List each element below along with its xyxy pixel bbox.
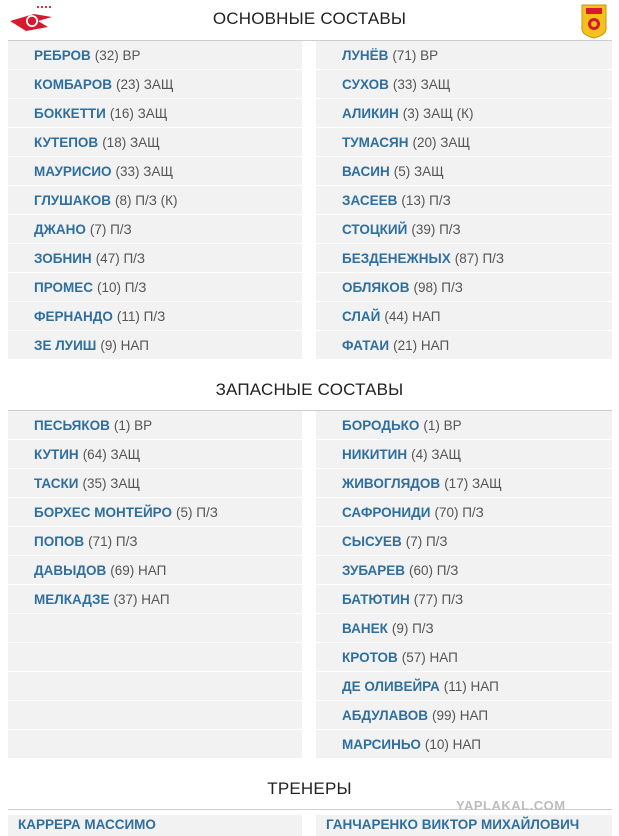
player-row[interactable] (316, 186, 612, 214)
player-row[interactable] (316, 244, 612, 272)
player-name[interactable]: ЗУБАРЕВ (342, 562, 406, 578)
away-coach[interactable]: ГАНЧАРЕНКО ВИКТОР МИХАЙЛОВИЧ (316, 815, 612, 836)
player-name[interactable]: ВАСИН (342, 163, 390, 179)
player-number-position: (7) П/З (89, 221, 132, 237)
player-number-position: (87) П/З (454, 250, 505, 266)
player-number-position: (7) П/З (405, 533, 448, 549)
home-coach[interactable]: КАРРЕРА МАССИМО (8, 815, 302, 836)
player-name[interactable]: СТОЦКИЙ (342, 221, 408, 237)
player-name[interactable]: ЖИВОГЛЯДОВ (342, 475, 441, 491)
player-name[interactable]: КУТИН (34, 446, 79, 462)
starting-lineups-title: ОСНОВНЫЕ СОСТАВЫ (212, 9, 407, 28)
player-number-position: (17) ЗАЩ (444, 475, 502, 491)
player-row[interactable] (8, 128, 302, 156)
player-name[interactable]: ЗАСЕЕВ (342, 192, 398, 208)
player-number-position: (20) ЗАЩ (412, 134, 471, 150)
watermark: YAPLAKAL.COM (456, 798, 566, 813)
player-number-position: (23) ЗАЩ (116, 76, 174, 92)
player-row[interactable] (316, 128, 612, 156)
player-row[interactable] (316, 730, 612, 758)
player-number-position: (33) ЗАЩ (115, 163, 174, 179)
player-row[interactable] (316, 273, 612, 301)
player-number-position: (60) П/З (409, 562, 459, 578)
player-row[interactable] (316, 469, 612, 497)
player-row[interactable] (8, 157, 302, 185)
player-number-position: (13) П/З (401, 192, 451, 208)
player-name[interactable]: МЕЛКАДЗЕ (34, 591, 110, 607)
player-name[interactable]: СЫСУЕВ (342, 533, 402, 549)
player-row[interactable] (316, 585, 612, 613)
player-name[interactable]: КРОТОВ (342, 649, 398, 665)
player-name[interactable]: БАТЮТИН (342, 591, 410, 607)
player-row[interactable] (8, 469, 302, 497)
player-number-position: (4) ЗАЩ (411, 446, 462, 462)
player-number-position: (44) НАП (384, 308, 441, 324)
player-number-position: (5) П/З (175, 504, 218, 520)
player-number-position: (11) НАП (443, 678, 499, 694)
player-number-position: (64) ЗАЩ (82, 446, 141, 462)
player-number-position: (10) П/З (97, 279, 147, 295)
player-name[interactable]: ОБЛЯКОВ (342, 279, 410, 295)
player-row[interactable] (316, 215, 612, 243)
player-number-position: (71) П/З (88, 533, 138, 549)
player-name[interactable]: ФЕРНАНДО (34, 308, 113, 324)
player-number-position: (18) ЗАЩ (102, 134, 160, 150)
player-row[interactable] (8, 244, 302, 272)
player-number-position: (47) П/З (95, 250, 146, 266)
player-name[interactable]: ЗОБНИН (34, 250, 92, 266)
player-row[interactable] (316, 99, 612, 127)
empty-row (8, 701, 302, 729)
substitutes-title: ЗАПАСНЫЕ СОСТАВЫ (215, 380, 404, 399)
player-row[interactable] (316, 411, 612, 439)
player-number-position: (21) НАП (393, 337, 450, 353)
player-name[interactable]: БОРОДЬКО (342, 417, 420, 433)
player-row[interactable] (316, 556, 612, 584)
player-number-position: (39) П/З (411, 221, 461, 237)
player-number-position: (33) ЗАЩ (392, 76, 451, 92)
player-row[interactable] (316, 527, 612, 555)
player-row[interactable] (8, 440, 302, 468)
player-number-position: (1) ВР (423, 417, 462, 433)
coaches-title: ТРЕНЕРЫ (267, 779, 352, 798)
empty-row (8, 730, 302, 758)
player-row[interactable] (8, 411, 302, 439)
player-name[interactable]: АБДУЛАВОВ (342, 707, 429, 723)
player-number-position: (99) НАП (432, 707, 489, 723)
player-name[interactable]: КОМБАРОВ (34, 76, 113, 92)
player-number-position: (32) ВР (94, 47, 141, 63)
player-number-position: (98) П/З (413, 279, 463, 295)
player-name[interactable]: БОККЕТТИ (34, 105, 106, 121)
away-substitutes (316, 411, 612, 759)
player-row[interactable] (8, 99, 302, 127)
player-number-position: (8) П/З (К) (115, 192, 178, 208)
player-name[interactable]: ТУМАСЯН (342, 134, 409, 150)
player-number-position: (37) НАП (113, 591, 170, 607)
player-name[interactable]: КУТЕПОВ (34, 134, 99, 150)
player-row[interactable] (316, 614, 612, 642)
player-name[interactable]: ТАСКИ (34, 475, 79, 491)
player-row[interactable] (8, 186, 302, 214)
player-row[interactable] (316, 41, 612, 69)
player-number-position: (77) П/З (413, 591, 464, 607)
player-number-position: (70) П/З (434, 504, 484, 520)
away-starting-lineup (316, 41, 612, 360)
player-name[interactable]: АЛИКИН (342, 105, 399, 121)
player-name[interactable]: БЕЗДЕНЕЖНЫХ (342, 250, 451, 266)
player-name[interactable]: НИКИТИН (342, 446, 408, 462)
player-row[interactable] (8, 302, 302, 330)
player-row[interactable] (8, 215, 302, 243)
player-row[interactable] (316, 498, 612, 526)
player-number-position: (57) НАП (401, 649, 458, 665)
empty-row (8, 643, 302, 671)
player-row[interactable] (316, 70, 612, 98)
empty-row (8, 672, 302, 700)
player-number-position: (9) П/З (391, 620, 434, 636)
player-name[interactable]: ГЛУШАКОВ (34, 192, 111, 208)
player-number-position: (5) ЗАЩ (393, 163, 444, 179)
player-row[interactable] (8, 527, 302, 555)
player-number-position: (16) ЗАЩ (109, 105, 168, 121)
player-name[interactable]: ЗЕ ЛУИШ (34, 337, 97, 353)
player-row[interactable] (8, 41, 302, 69)
player-name[interactable]: ПРОМЕС (34, 279, 94, 295)
player-number-position: (9) НАП (100, 337, 149, 353)
player-row[interactable] (316, 701, 612, 729)
home-starting-lineup (8, 41, 302, 360)
player-number-position: (3) ЗАЩ (К) (402, 105, 474, 121)
player-name[interactable]: МАРСИНЬО (342, 736, 421, 752)
player-name[interactable]: ПОПОВ (34, 533, 85, 549)
player-number-position: (1) ВР (113, 417, 153, 433)
empty-row (8, 614, 302, 642)
player-number-position: (69) НАП (110, 562, 167, 578)
player-name[interactable]: САФРОНИДИ (342, 504, 431, 520)
player-row[interactable] (8, 498, 302, 526)
player-name[interactable]: ДЕ ОЛИВЕЙРА (342, 678, 440, 694)
player-name[interactable]: ДАВЫДОВ (34, 562, 107, 578)
player-name[interactable]: СЛАЙ (342, 308, 381, 324)
player-number-position: (10) НАП (424, 736, 481, 752)
player-row[interactable] (8, 273, 302, 301)
player-number-position: (11) П/З (116, 308, 166, 324)
player-row[interactable] (8, 556, 302, 584)
player-row[interactable] (316, 643, 612, 671)
player-row[interactable] (8, 70, 302, 98)
player-name[interactable]: ФАТАИ (342, 337, 390, 353)
player-name[interactable]: ВАНЕК (342, 620, 388, 636)
player-name[interactable]: МАУРИСИО (34, 163, 112, 179)
player-number-position: (71) ВР (392, 47, 439, 63)
player-row[interactable] (8, 585, 302, 613)
player-name[interactable]: ЛУНЁВ (342, 47, 389, 63)
player-row[interactable] (8, 331, 302, 359)
player-name[interactable]: СУХОВ (342, 76, 389, 92)
player-row[interactable] (316, 440, 612, 468)
player-name[interactable]: РЕБРОВ (34, 47, 91, 63)
player-name[interactable]: БОРХЕС МОНТЕЙРО (34, 504, 172, 520)
player-number-position: (35) ЗАЩ (82, 475, 141, 491)
home-substitutes (8, 411, 302, 759)
player-name[interactable]: ДЖАНО (34, 221, 86, 237)
player-row[interactable] (316, 302, 612, 330)
player-row[interactable] (316, 672, 612, 700)
player-row[interactable] (316, 331, 612, 359)
player-row[interactable] (316, 157, 612, 185)
player-name[interactable]: ПЕСЬЯКОВ (34, 417, 110, 433)
